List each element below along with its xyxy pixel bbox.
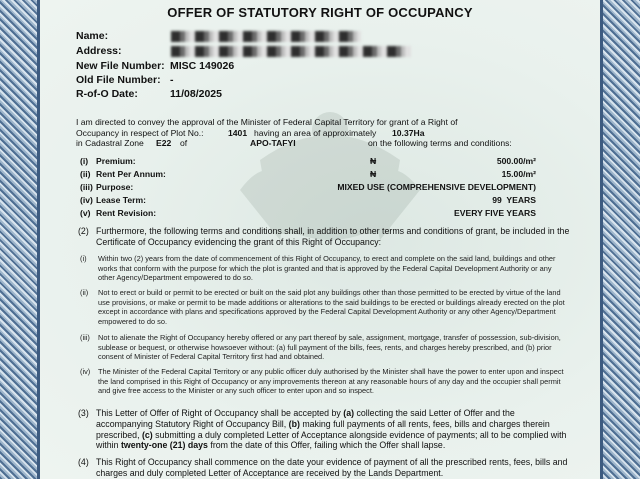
term-number: (iv) [80,195,93,205]
address-row [76,45,122,57]
name-redacted [171,30,361,42]
term-value: MIXED USE (COMPREHENSIVE DEVELOPMENT) [337,182,536,192]
document-title: OFFER OF STATUTORY RIGHT OF OCCUPANCY [167,5,473,20]
rofo-date-row [76,88,222,100]
paragraph-number: (4) [78,457,89,467]
sub-number: (iii) [80,333,90,342]
sub-text: The Minister of the Federal Capital Territory or any public officer duly authorised by the Minister shall have the power to enter upon and inspect the land comprised in this Right of Occupancy or any improvements thereon at any reasonable hours of any day and the occupier shall permit and give free access to the Minister or any such officer to enter upon and so inspect. [98,367,564,396]
name-label: Name: [76,30,109,42]
naira-symbol: ₦ [370,169,377,179]
sub-number: (iv) [80,367,91,376]
old-file-row [76,74,174,86]
sub-condition [80,288,570,326]
paragraph-3 [78,408,570,451]
term-label: Premium: [96,156,136,166]
term-row [76,169,536,180]
new-file-row [76,60,235,72]
intro-plot-label: Occupancy in respect of Plot No.: [76,127,204,138]
intro-area-label: having an area of approximately [254,127,377,138]
sub-text: Within two (2) years from the date of commencement of this Right of Occupancy, to erect and complete on the said land, buildings and other works that conform with the purpose for which the plot is granted and that is approved by the Federal Capital Development Authority or any other Agency/Department empowered to do so. [98,254,556,283]
old-file-label: Old File Number: [76,74,161,86]
sub-condition [80,333,570,362]
cadastral-zone: E22 [156,138,172,149]
term-row [76,156,536,167]
sub-condition [80,367,570,396]
intro-paragraph [76,117,570,149]
intro-line-1: I am directed to convey the approval of the Minister of Federal Capital Territory for grant of a Right of [76,117,458,127]
old-file-value: - [170,74,174,86]
intro-terms-label: on the following terms and conditions: [368,138,512,149]
intro-zone-label: in Cadastral Zone [76,138,144,149]
term-value: 15.00/m² [501,169,536,179]
name-row [76,30,108,42]
paragraph-number: (3) [78,408,89,418]
term-label: Purpose: [96,182,134,192]
sub-text: Not to alienate the Right of Occupancy hereby offered or any part thereof by sale, assignment, mortgage, transfer of possession, sub-division, sublease or bequest, or otherwise howsoever without: (a) full payment of the bills, fees, rents, and charges hereby prescribed, and (b) prior consent of Minister of Federal Capital Territory first had and obtained. [98,333,561,362]
address-redacted [171,45,411,57]
term-label: Rent Per Annum: [96,169,166,179]
paragraph-text: This Right of Occupancy shall commence on the date your evidence of payment of all the prescribed rents, fees, bills and charges and duly completed Letter of Acceptance are received by the Lands Department. [96,457,568,478]
term-number: (iii) [80,182,93,192]
new-file-value: MISC 149026 [170,60,235,72]
term-value: 500.00/m² [496,156,536,166]
term-value: 99 YEARS [492,195,536,205]
left-guilloche-border [0,0,40,479]
right-guilloche-border [600,0,640,479]
term-label: Rent Revision: [96,208,157,218]
paragraph-number: (2) [78,226,89,236]
address-label: Address: [76,45,122,57]
paragraph-text: This Letter of Offer of Right of Occupancy shall be accepted by (a) collecting the said Letter of Offer and the accompanying Statutory Right of Occupancy Bill, (b) making full payments of all rents, fees, bills and charges therein prescribed, (c) submitting a duly completed Letter of Acceptance alongside evidence of payments; all to be complied with within twenty-one (21) days from the date of this Offer, failing which the Offer shall lapse. [96,408,567,451]
document-sheet [40,0,600,479]
term-row [76,182,536,193]
term-value: EVERY FIVE YEARS [454,208,536,218]
rofo-date-label: R-of-O Date: [76,88,138,100]
naira-symbol: ₦ [370,156,377,166]
new-file-label: New File Number: [76,60,165,72]
term-number: (ii) [80,169,91,179]
term-number: (i) [80,156,89,166]
rofo-date-value: 11/08/2025 [170,88,222,100]
sub-number: (ii) [80,288,89,297]
paragraph-2 [78,226,570,248]
paragraph-4 [78,457,570,479]
sub-condition [80,254,570,283]
district-name: APO-TAFYI [250,138,296,149]
term-row [76,208,536,219]
plot-area: 10.37Ha [392,127,425,138]
term-label: Lease Term: [96,195,146,205]
sub-text: Not to erect or build or permit to be erected or built on the said plot any buildings other than those permitted to be erected by virtue of the land use provisions, or make or permit to be made additions or alterations to the said buildings to be erected or buildings already erected on the plot except in accordance with plans and specifications approved by the Federal Capital Development Authority or any other Agency/Department empowered to do so. [98,288,565,326]
term-row [76,195,536,206]
term-number: (v) [80,208,91,218]
sub-number: (i) [80,254,87,263]
intro-of: of [180,138,188,149]
paragraph-text: Furthermore, the following terms and conditions shall, in addition to other terms and conditions of grant, be included in the Certificate of Occupancy evidencing the grant of this Right of Occupancy: [96,226,570,247]
plot-number: 1401 [228,127,248,138]
